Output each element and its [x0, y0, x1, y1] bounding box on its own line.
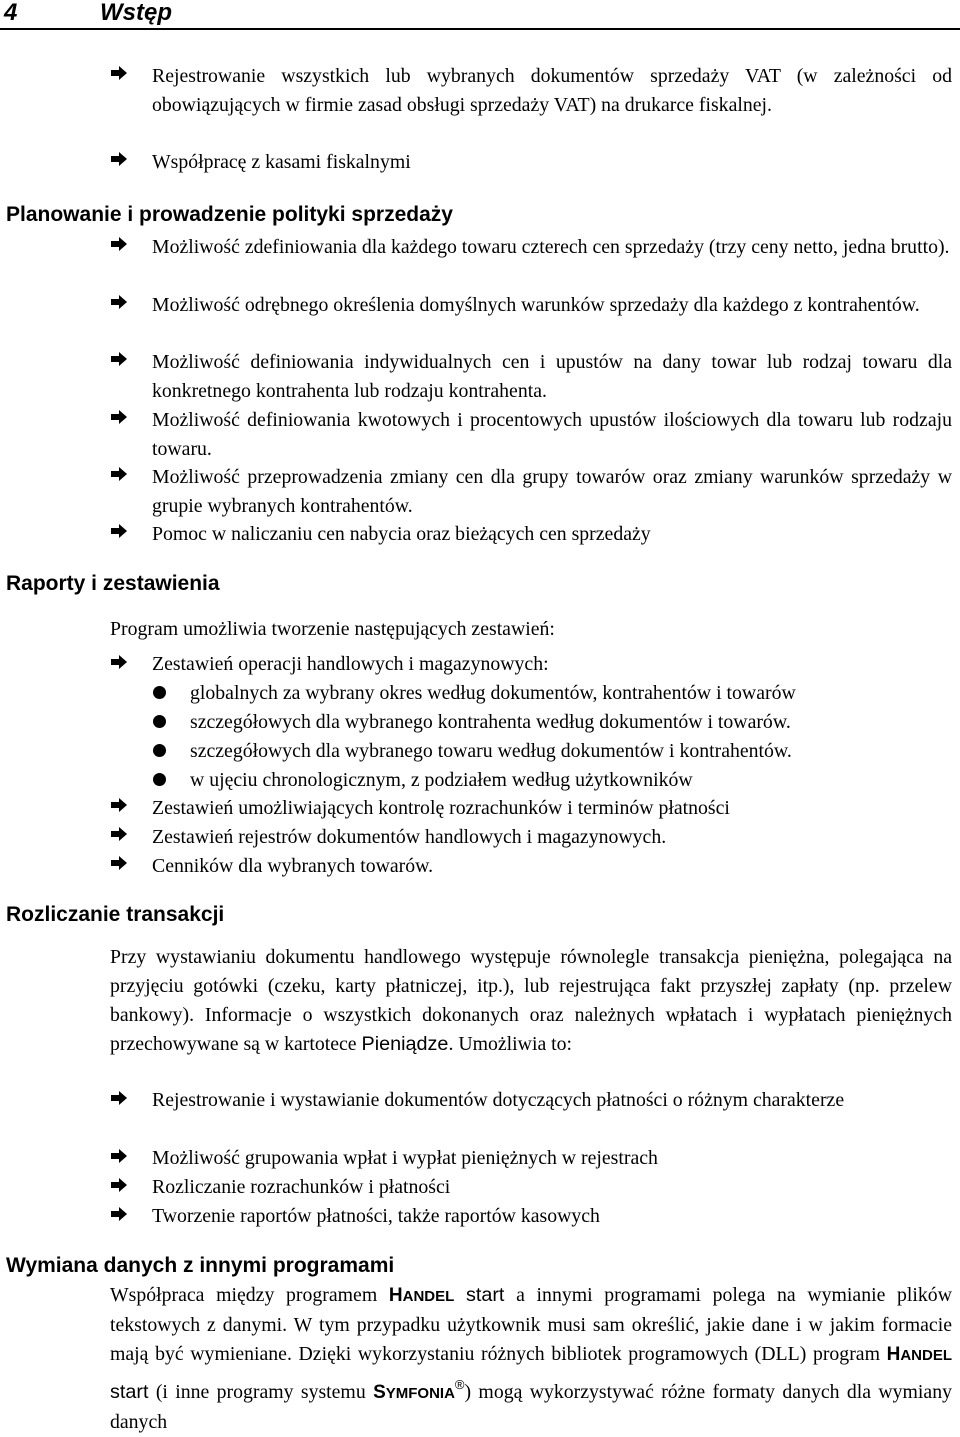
settlement-item: Rejestrowanie i wystawianie dokumentów dotyczących płatności o różnym charakterze — [152, 1089, 845, 1111]
pricing-item: Możliwość definiowania indywidualnych cen i upustów na dany towar lub rodzaj towaru dla konkretnego kontrahenta lub rodzaju kontrahenta. — [152, 351, 952, 402]
arrow-bullet-icon — [110, 827, 128, 841]
arrow-bullet-icon — [110, 524, 128, 538]
pricing-item: Możliwość zdefiniowania dla każdego towaru czterech cen sprzedaży (trzy ceny netto, jedna brutto). — [152, 236, 950, 258]
round-bullet-icon — [153, 773, 166, 786]
arrow-bullet-icon — [110, 467, 128, 481]
program-name-handel: HANDEL — [388, 1285, 455, 1306]
arrow-bullet-icon — [110, 66, 128, 80]
reports-subitem: szczegółowych dla wybranego towaru według dokumentów i kontrahentów. — [190, 740, 792, 762]
arrow-bullet-icon — [110, 798, 128, 812]
arrow-bullet-icon — [110, 410, 128, 424]
arrow-bullet-icon — [110, 1178, 128, 1192]
chapter-title: Wstęp — [100, 0, 172, 26]
arrow-bullet-icon — [110, 1207, 128, 1221]
round-bullet-icon — [153, 744, 166, 757]
section-heading-exchange: Wymiana danych z innymi programami — [6, 1254, 395, 1277]
arrow-bullet-icon — [110, 152, 128, 166]
reports-subitem: szczegółowych dla wybranego kontrahenta według dokumentów i towarów. — [190, 711, 791, 733]
reports-subitem: globalnych za wybrany okres według dokumentów, kontrahentów i towarów — [190, 682, 796, 704]
page-number: 4 — [4, 0, 18, 26]
page-header — [0, 0, 960, 30]
section-heading-pricing: Planowanie i prowadzenie polityki sprzedaży — [6, 203, 453, 226]
arrow-bullet-icon — [110, 856, 128, 870]
round-bullet-icon — [153, 686, 166, 699]
arrow-bullet-icon — [110, 237, 128, 251]
pricing-item: Pomoc w naliczaniu cen nabycia oraz bieżących cen sprzedaży — [152, 523, 651, 545]
program-name-symfonia: SYMFONIA — [373, 1382, 455, 1403]
settlement-item: Możliwość grupowania wpłat i wypłat pieniężnych w rejestrach — [152, 1147, 658, 1169]
intro-item: Rejestrowanie wszystkich lub wybranych dokumentów sprzedaży VAT (w zależności od obowiązujących w firmie zasad obsługi sprzedaży VAT) na drukarce fiskalnej. — [152, 65, 952, 116]
pricing-item: Możliwość definiowania kwotowych i procentowych upustów ilościowych dla towaru lub rodzaju towaru. — [152, 409, 952, 460]
settlement-paragraph: Przy wystawianiu dokumentu handlowego występuje równolegle transakcja pieniężna, polegająca na przyjęciu gotówki (czeku, karty płatniczej, itp.), lub rejestrująca fakt przyszłej zapłaty (np. przelew bankowy). Informacje o wszystkich dokonanych oraz należnych wpłatach i wypłatach pieniężnych przechowywane są w kartotece Pieniądze. Umożliwia to: — [110, 946, 952, 1055]
reports-item: Zestawień rejestrów dokumentów handlowych i magazynowych. — [152, 826, 667, 848]
exchange-paragraph: Współpraca między programem HANDEL start a innymi programami polega na wymianie plików tekstowych z danymi. W tym przypadku użytkownik musi sam określić, jakie dane i w jakim formacie mają być wymieniane. Dzięki wykorzystaniu różnych bibliotek programowych (DLL) program HANDEL start (i inne programy systemu SYMFONIA®) mogą wykorzystywać różne formaty danych dla wymiany danych — [110, 1284, 952, 1433]
section-heading-reports: Raporty i zestawienia — [6, 572, 220, 595]
reports-item: Zestawień umożliwiających kontrolę rozrachunków i terminów płatności — [152, 797, 730, 819]
settlement-item: Rozliczanie rozrachunków i płatności — [152, 1176, 451, 1198]
reports-subitem: w ujęciu chronologicznym, z podziałem według użytkowników — [190, 769, 693, 791]
program-name-handel: HANDEL — [886, 1344, 952, 1365]
arrow-bullet-icon — [110, 1091, 128, 1105]
registered-mark: ® — [454, 1377, 465, 1392]
section-heading-settlement: Rozliczanie transakcji — [6, 903, 225, 926]
arrow-bullet-icon — [110, 295, 128, 309]
arrow-bullet-icon — [110, 352, 128, 366]
pricing-item: Możliwość odrębnego określenia domyślnych warunków sprzedaży dla każdego z kontrahentów. — [152, 294, 920, 316]
settlement-item: Tworzenie raportów płatności, także raportów kasowych — [152, 1205, 600, 1227]
reports-item: Cenników dla wybranych towarów. — [152, 855, 434, 877]
kartoteka-name: Pieniądze — [361, 1033, 449, 1055]
arrow-bullet-icon — [110, 1149, 128, 1163]
reports-intro: Program umożliwia tworzenie następujących zestawień: — [110, 618, 555, 640]
arrow-bullet-icon — [110, 655, 128, 669]
pricing-item: Możliwość przeprowadzenia zmiany cen dla grupy towarów oraz zmiany warunków sprzedaży w grupie wybranych kontrahentów. — [152, 466, 952, 517]
intro-item: Współpracę z kasami fiskalnymi — [152, 151, 411, 173]
reports-item: Zestawień operacji handlowych i magazynowych: — [152, 653, 549, 675]
round-bullet-icon — [153, 715, 166, 728]
